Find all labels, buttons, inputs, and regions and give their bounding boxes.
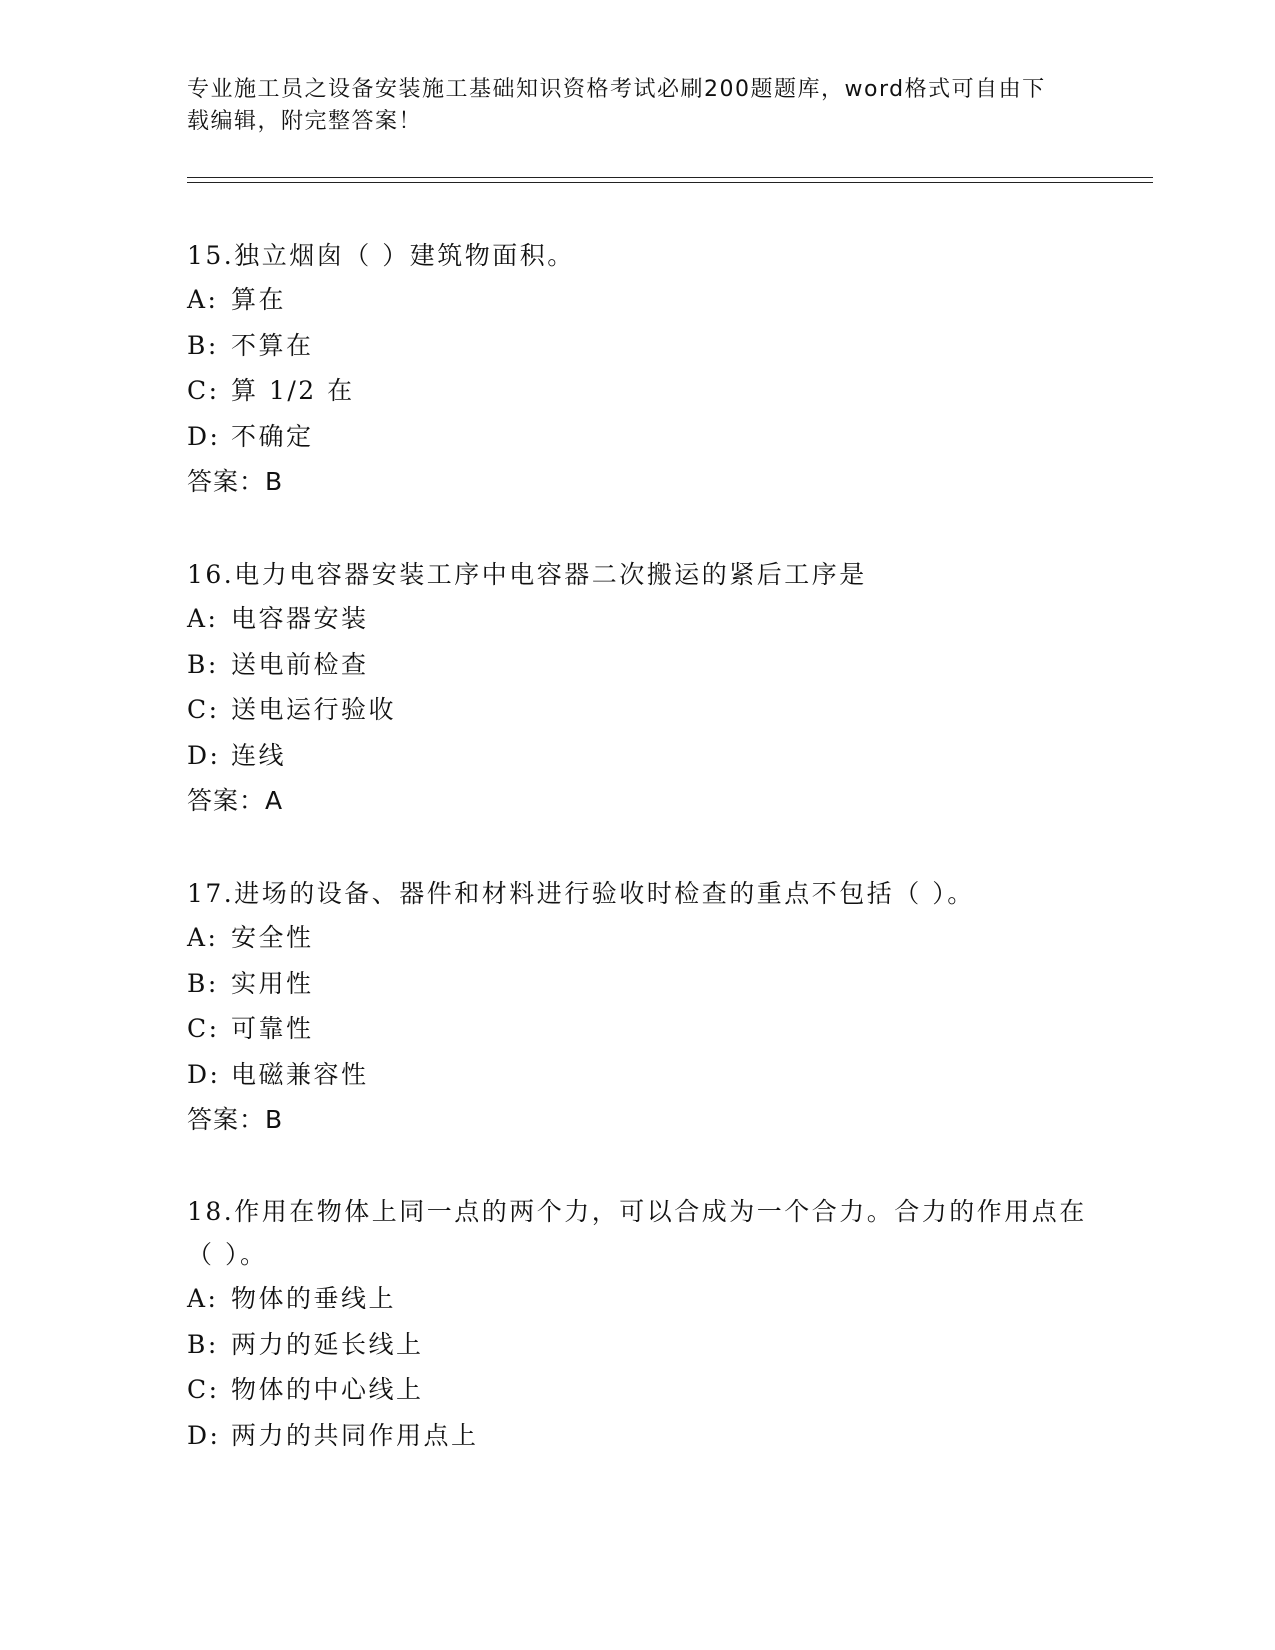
option-letter: B: [187, 330, 219, 360]
option-letter: A: [187, 604, 219, 633]
option-text: 实用性 [231, 968, 314, 998]
option-letter: C: [187, 376, 220, 405]
option-letter: C: [187, 1375, 220, 1404]
option-c [187, 687, 1087, 733]
option-letter: D: [187, 1420, 221, 1450]
option-a [187, 915, 1087, 961]
option-text: 两力的共同作用点上 [231, 1420, 479, 1450]
option-letter: D: [187, 1059, 221, 1089]
option-letter: A: [187, 285, 219, 314]
option-letter: B: [187, 968, 219, 998]
option-letter: B: [187, 649, 219, 679]
question-17 [187, 872, 1087, 1143]
option-b [187, 1322, 1087, 1368]
option-letter: D: [187, 740, 221, 770]
question-stem: 15.独立烟囱（ ）建筑物面积。 [187, 241, 575, 270]
option-text: 可靠性 [231, 1014, 314, 1043]
option-text: 算 1/2 在 [231, 376, 355, 405]
option-letter: D: [187, 421, 221, 451]
option-text: 送电运行验收 [231, 695, 397, 724]
option-text: 算在 [231, 285, 287, 314]
option-c [187, 368, 1087, 414]
option-text: 不算在 [231, 330, 314, 360]
option-a [187, 277, 1087, 323]
answer-line: 答案：B [187, 1105, 284, 1134]
header-divider-bottom [187, 182, 1153, 183]
option-c [187, 1367, 1087, 1413]
answer-line: 答案：B [187, 467, 284, 496]
option-text: 安全性 [231, 923, 314, 952]
option-text: 物体的中心线上 [231, 1375, 424, 1404]
option-letter: B: [187, 1329, 219, 1359]
option-d [187, 733, 1087, 779]
option-text: 送电前检查 [231, 649, 369, 679]
question-18 [187, 1190, 1087, 1458]
option-text: 电容器安装 [231, 604, 369, 633]
question-15 [187, 234, 1087, 505]
option-text: 物体的垂线上 [231, 1284, 397, 1313]
option-d [187, 1413, 1087, 1459]
option-d [187, 414, 1087, 460]
option-b [187, 323, 1087, 369]
answer-line: 答案：A [187, 786, 284, 815]
option-c [187, 1006, 1087, 1052]
option-letter: C: [187, 695, 220, 724]
option-text: 连线 [231, 740, 287, 770]
option-b [187, 961, 1087, 1007]
option-letter: A: [187, 923, 219, 952]
option-letter: C: [187, 1014, 220, 1043]
option-text: 电磁兼容性 [231, 1059, 369, 1089]
question-stem: 17.进场的设备、器件和材料进行验收时检查的重点不包括（ ）。 [187, 879, 975, 908]
option-a [187, 1276, 1087, 1322]
question-16 [187, 553, 1087, 824]
option-letter: A: [187, 1284, 219, 1313]
header-divider-top [187, 177, 1153, 178]
question-stem: 18.作用在物体上同一点的两个力，可以合成为一个合力。合力的作用点在（ ）。 [187, 1197, 1087, 1269]
option-a [187, 596, 1087, 642]
option-b [187, 642, 1087, 688]
question-stem: 16.电力电容器安装工序中电容器二次搬运的紧后工序是 [187, 560, 867, 589]
document-header: 专业施工员之设备安装施工基础知识资格考试必刷200题题库，word格式可自由下载编辑，附完整答案！ [187, 77, 1046, 134]
option-text: 两力的延长线上 [231, 1329, 424, 1359]
option-d [187, 1052, 1087, 1098]
option-text: 不确定 [231, 421, 314, 451]
